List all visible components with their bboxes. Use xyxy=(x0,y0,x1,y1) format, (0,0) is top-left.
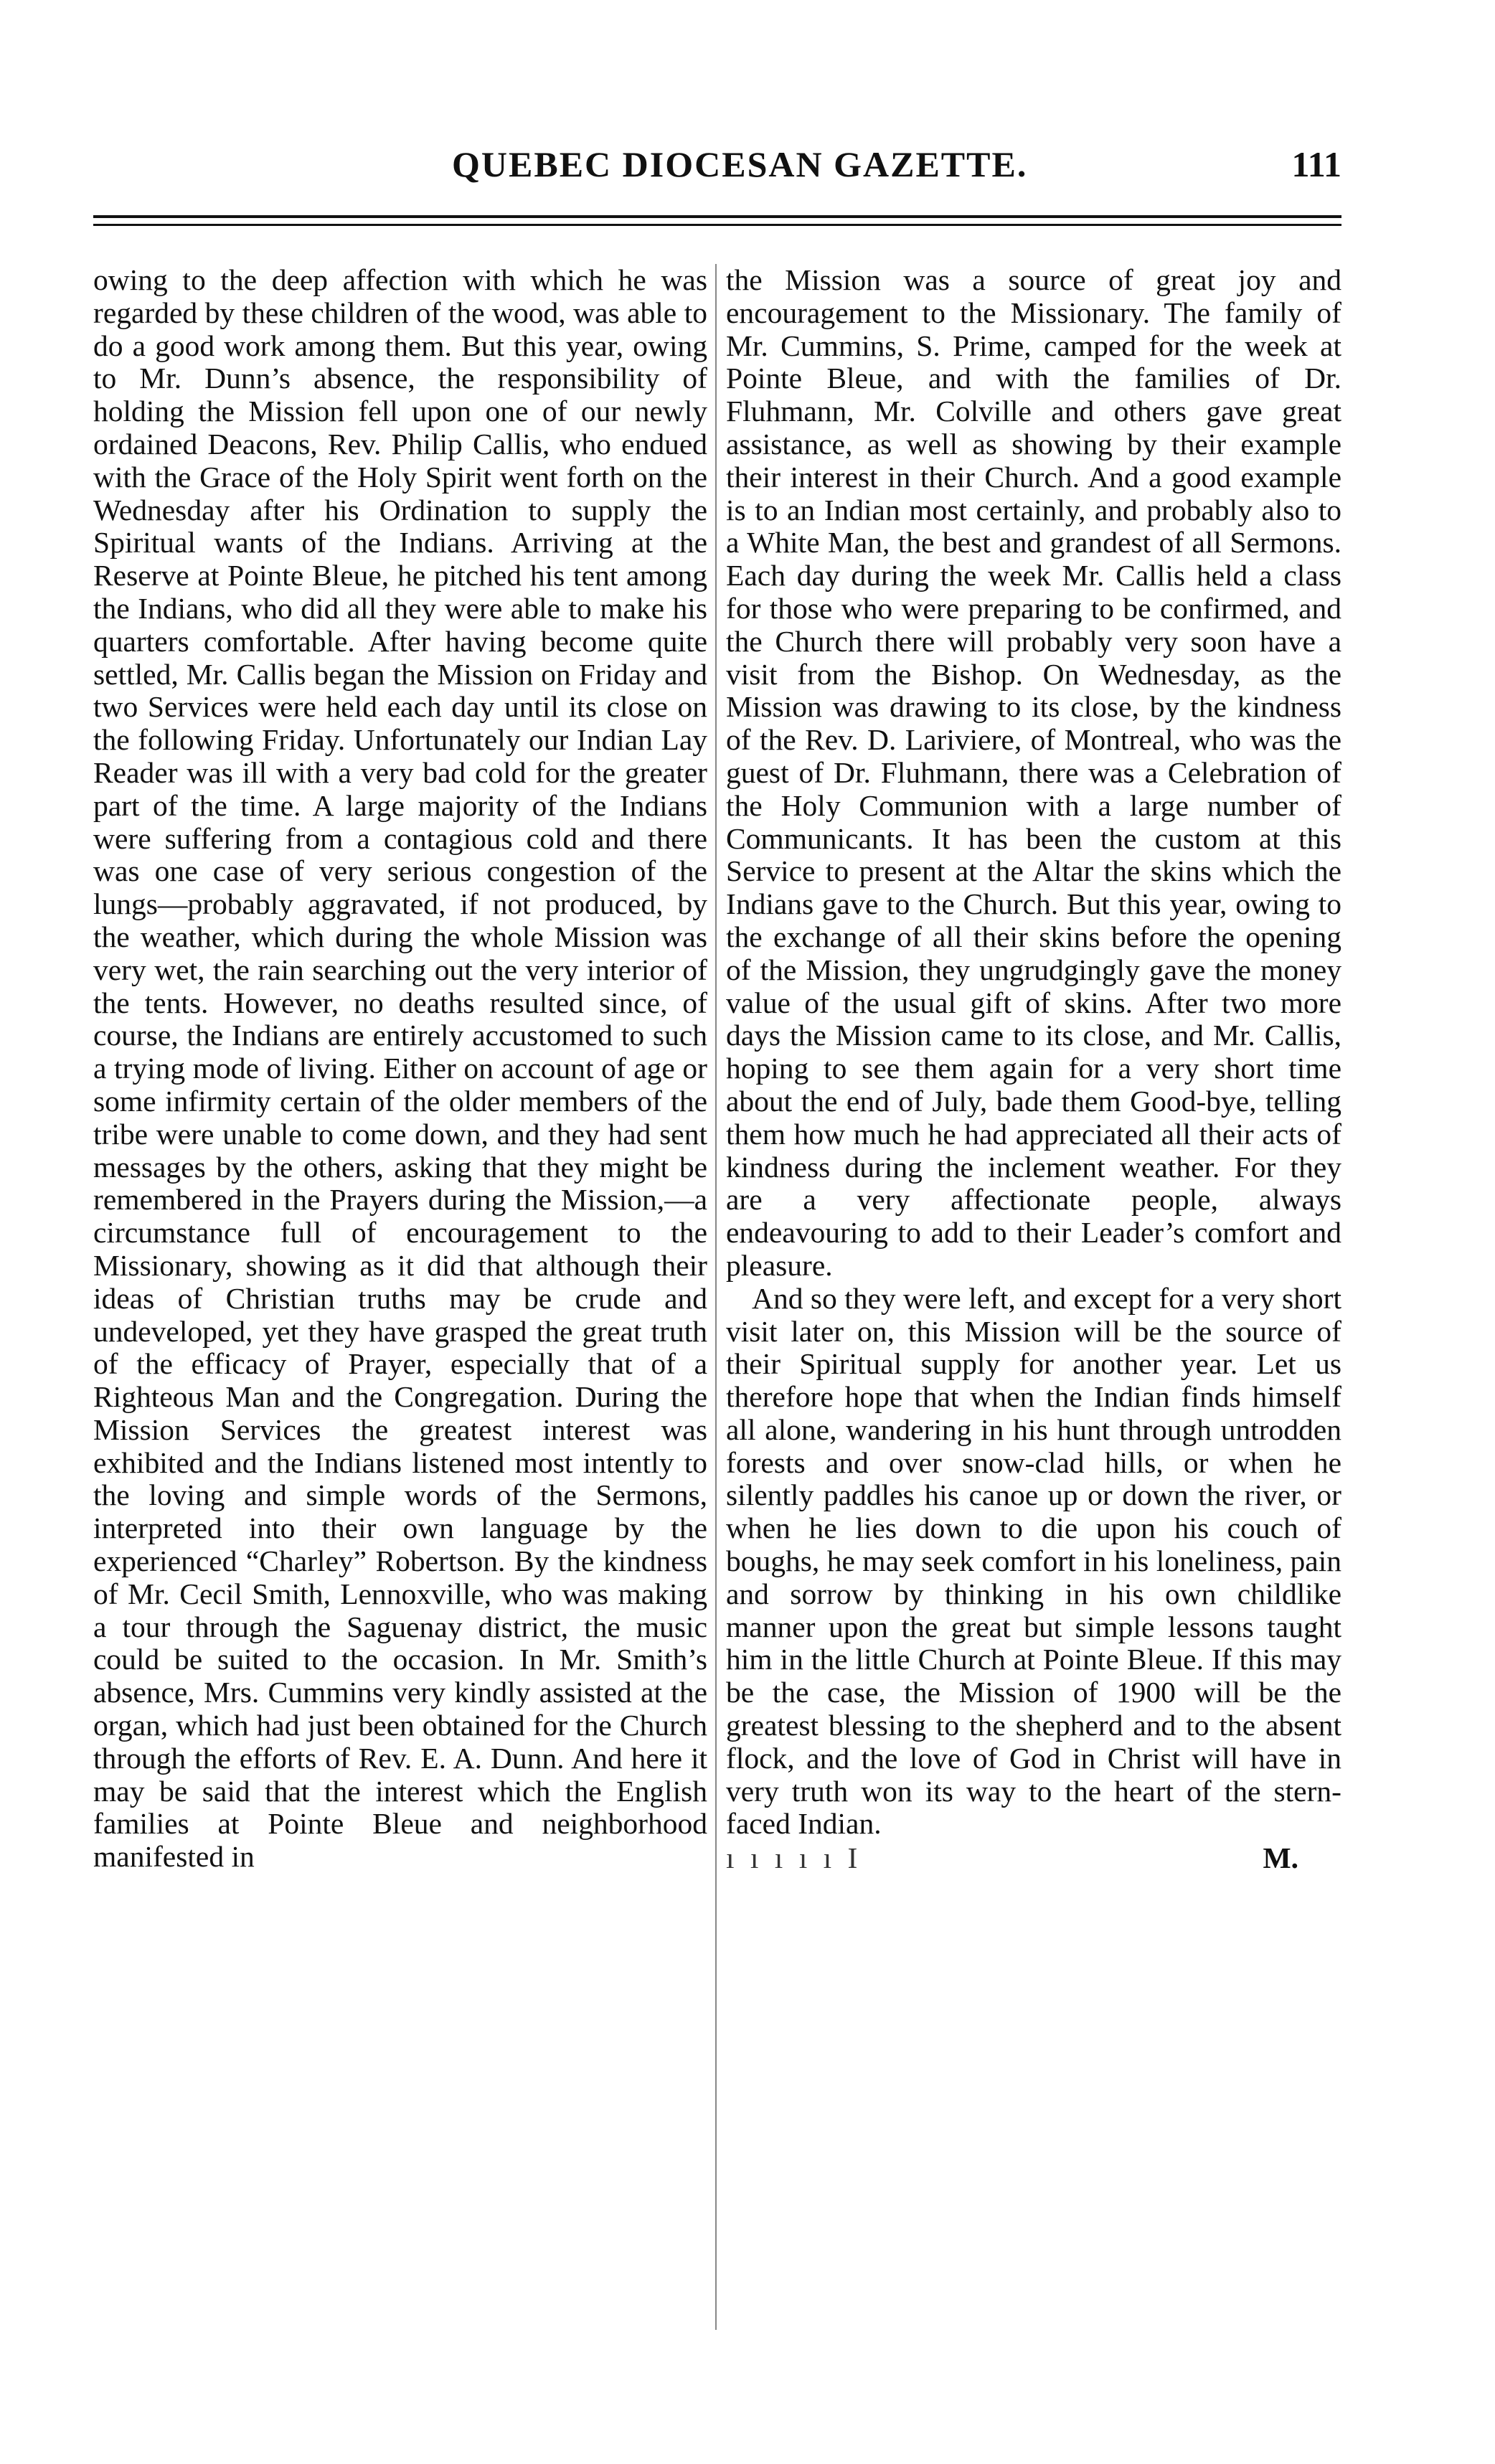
right-column xyxy=(726,264,1341,1875)
column-divider xyxy=(715,264,717,2330)
signature-row xyxy=(726,1842,1341,1875)
stray-print-marks: ı ı ı ı ı I xyxy=(726,1841,862,1875)
author-signature: M. xyxy=(1263,1841,1298,1875)
right-paragraph-1: the Mission was a source of great joy and encouragement to the Missionary. The family of Mr. Cummins, S. Prime, camped for the week at Pointe Bleue, and with the families of Dr. Fluhmann, Mr. Colville and others gave great assistance, as well as showing by their example their interest in their Church. And a good example is to an Indian most certainly, and probably also to a White Man, the best and grandest of all Sermons. Each day during the week Mr. Callis held a class for those who were preparing to be confirmed, and the Church there will probably very soon have a visit from the Bishop. On Wednesday, as the Mission was drawing to its close, by the kindness of the Rev. D. Lariviere, of Montreal, who was the guest of Dr. Fluhmann, there was a Celebration of the Holy Communion with a large number of Communicants. It has been the custom at this Service to present at the Altar the skins which the Indians gave to the Church. But this year, owing to the exchange of all their skins before the opening of the Mission, they ungrudgingly gave the money value of the usual gift of skins. After two more days the Mission came to its close, and Mr. Callis, hoping to see them again for a very short time about the end of July, bade them Good-bye, telling them how much he had appreciated all their acts of kindness during the inclement weather. For they are a very affectionate people, always endeavouring to add to their Leader’s comfort and pleasure. xyxy=(726,263,1341,1282)
page-header xyxy=(93,143,1341,201)
page-number: 111 xyxy=(1291,144,1341,184)
left-paragraph: owing to the deep affection with which he was regarded by these children of the wood, was able to do a good work among them. But this year, owing to Mr. Dunn’s absence, the responsibility of holding the Mission fell upon one of our newly ordained Deacons, Rev. Philip Callis, who endued with the Grace of the Holy Spirit went forth on the Wednesday after his Ordination to supply the Spiritual wants of the Indians. Arriving at the Reserve at Pointe Bleue, he pitched his tent among the Indians, who did all they were able to make his quarters comfortable. After having become quite settled, Mr. Callis began the Mission on Friday and two Services were held each day until its close on the following Friday. Unfortunately our Indian Lay Reader was ill with a very bad cold for the greater part of the time. A large majority of the Indians were suffering from a contagious cold and there was one case of very serious congestion of the lungs—probably aggravated, if not produced, by the weather, which during the whole Mission was very wet, the rain searching out the very interior of the tents. However, no deaths resulted since, of course, the Indians are entirely accustomed to such a trying mode of living. Either on account of age or some infirmity certain of the older members of the tribe were unable to come down, and they had sent messages by the others, asking that they might be remembered in the Prayers during the Mission,—a circumstance full of encouragement to the Missionary, showing as it did that although their ideas of Christian truths may be crude and undeveloped, yet they have grasped the great truth of the efficacy of Prayer, especially that of a Righteous Man and the Congregation. During the Mission Services the greatest interest was exhibited and the Indians listened most intently to the loving and simple words of the Sermons, interpreted into their own language by the experienced “Charley” Robertson. By the kindness of Mr. Cecil Smith, Lennoxville, who was making a tour through the Saguenay district, the music could be suited to the occasion. In Mr. Smith’s absence, Mrs. Cummins very kindly assisted at the organ, which had just been obtained for the Church through the efforts of Rev. E. A. Dunn. And here it may be said that the interest which the English families at Pointe Bleue and neighborhood manifested in xyxy=(93,263,707,1874)
header-rule-thick xyxy=(93,215,1341,218)
left-column xyxy=(93,264,707,1874)
right-paragraph-2: And so they were left, and except for a very short visit later on, this Mission will be the source of their Spiritual supply for another year. Let us therefore hope that when the Indian finds himself all alone, wandering in his hunt through untrodden forests and over snow-clad hills, or when he silently paddles his canoe up or down the river, or when he lies down to die upon his couch of boughs, he may seek comfort in his loneliness, pain and sorrow by thinking in his own childlike manner upon the great but simple lessons taught him in the little Church at Pointe Bleue. If this may be the case, the Mission of 1900 will be the greatest blessing to the shepherd and to the absent flock, and the love of God in Christ will have in very truth won its way to the heart of the stern-faced Indian. xyxy=(726,1281,1341,1841)
publication-title: QUEBEC DIOCESAN GAZETTE. xyxy=(452,144,1028,184)
header-rule-thin xyxy=(93,224,1341,226)
